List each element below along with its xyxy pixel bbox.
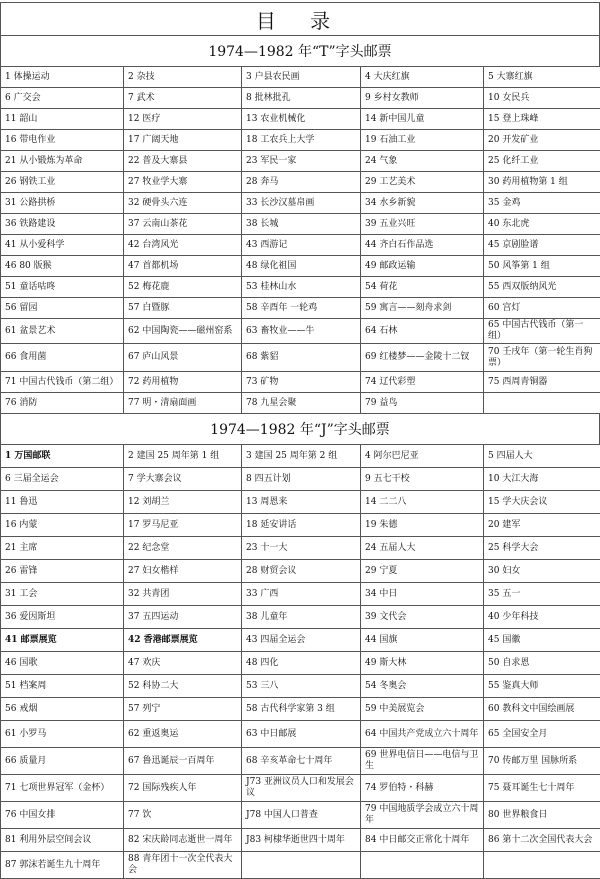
stamp-entry: 46 国歌 xyxy=(1,652,124,675)
table-row xyxy=(1,748,600,775)
stamp-entry: 20 建军 xyxy=(484,514,600,537)
stamp-entry: 59 中美展览会 xyxy=(361,698,484,721)
stamp-entry: 12 医疗 xyxy=(124,109,242,130)
stamp-entry: 81 利用外层空间会议 xyxy=(1,829,124,852)
stamp-entry: 55 鉴真大师 xyxy=(484,675,600,698)
stamp-entry: 87 郭沫若诞生九十周年 xyxy=(1,852,124,879)
stamp-entry xyxy=(484,852,600,879)
stamp-entry: 48 绿化祖国 xyxy=(242,256,361,277)
stamp-entry: 5 四届人大 xyxy=(484,445,600,468)
stamp-entry: 70 壬戌年（第一轮生肖狗票） xyxy=(484,344,600,372)
stamp-entry: 63 畜牧业——牛 xyxy=(242,319,361,344)
stamp-entry: 30 妇女 xyxy=(484,560,600,583)
stamp-entry: 49 邮政运输 xyxy=(361,256,484,277)
stamp-entry xyxy=(242,852,361,879)
stamp-entry: 27 妇女楷样 xyxy=(124,560,242,583)
stamp-entry: 77 明・清扇面画 xyxy=(124,393,242,414)
table-row xyxy=(1,852,600,879)
table-row xyxy=(1,88,600,109)
catalog-table-j-stamps xyxy=(0,444,600,879)
stamp-entry: 22 普及大寨县 xyxy=(124,151,242,172)
stamp-entry: 1 万国邮联 xyxy=(1,445,124,468)
stamp-entry: 9 乡村女教师 xyxy=(361,88,484,109)
stamp-entry: 66 食用菌 xyxy=(1,344,124,372)
table-row xyxy=(1,629,600,652)
stamp-entry: 17 罗马尼亚 xyxy=(124,514,242,537)
stamp-entry: 48 四化 xyxy=(242,652,361,675)
table-row xyxy=(1,560,600,583)
stamp-entry: 65 全国安全月 xyxy=(484,721,600,748)
stamp-entry: 71 中国古代钱币（第二组） xyxy=(1,372,124,393)
stamp-entry: 46 80 版猴 xyxy=(1,256,124,277)
stamp-entry: 39 文代会 xyxy=(361,606,484,629)
stamp-entry: 18 延安讲话 xyxy=(242,514,361,537)
table-row xyxy=(1,319,600,344)
stamp-entry: 47 欢庆 xyxy=(124,652,242,675)
stamp-entry: 69 红楼梦——金陵十二钗 xyxy=(361,344,484,372)
stamp-entry: 14 二二八 xyxy=(361,491,484,514)
stamp-entry: 50 风筝第 1 组 xyxy=(484,256,600,277)
stamp-entry: 57 列宁 xyxy=(124,698,242,721)
stamp-entry: 2 杂技 xyxy=(124,67,242,88)
stamp-entry: 76 中国女排 xyxy=(1,802,124,829)
stamp-entry: 32 硬骨头六连 xyxy=(124,193,242,214)
stamp-entry: 23 十一大 xyxy=(242,537,361,560)
stamp-entry: 50 自求恩 xyxy=(484,652,600,675)
stamp-entry: 10 大江大海 xyxy=(484,468,600,491)
stamp-entry: 23 军民一家 xyxy=(242,151,361,172)
table-row xyxy=(1,130,600,151)
page-title: 目 录 xyxy=(0,2,600,36)
stamp-entry: 7 武术 xyxy=(124,88,242,109)
stamp-entry: 72 药用植物 xyxy=(124,372,242,393)
stamp-entry: 65 中国古代钱币（第一组） xyxy=(484,319,600,344)
stamp-entry: 32 共青团 xyxy=(124,583,242,606)
stamp-entry: 84 中日邮交正常化十周年 xyxy=(361,829,484,852)
stamp-entry: J78 中国人口普查 xyxy=(242,802,361,829)
table-row xyxy=(1,151,600,172)
stamp-entry: 17 广阔天地 xyxy=(124,130,242,151)
stamp-entry: 77 饮 xyxy=(124,802,242,829)
stamp-entry: 34 水乡新貌 xyxy=(361,193,484,214)
table-row xyxy=(1,214,600,235)
stamp-entry: 3 户县农民画 xyxy=(242,67,361,88)
table-row xyxy=(1,537,600,560)
stamp-entry: 68 辛亥革命七十周年 xyxy=(242,748,361,775)
stamp-entry: 39 五业兴旺 xyxy=(361,214,484,235)
stamp-entry: 16 带电作业 xyxy=(1,130,124,151)
stamp-entry: 2 建国 25 周年第 1 组 xyxy=(124,445,242,468)
stamp-entry: 58 辛酉年 一轮鸡 xyxy=(242,298,361,319)
stamp-entry: 18 工农兵上大学 xyxy=(242,130,361,151)
stamp-entry: 5 大寨红旗 xyxy=(484,67,600,88)
stamp-entry: 45 京剧脸谱 xyxy=(484,235,600,256)
table-row xyxy=(1,393,600,414)
stamp-entry: 28 财贸会议 xyxy=(242,560,361,583)
table-row xyxy=(1,829,600,852)
stamp-entry: 74 罗伯特・科赫 xyxy=(361,775,484,802)
stamp-entry: 27 牧业学大寨 xyxy=(124,172,242,193)
stamp-entry: 64 石林 xyxy=(361,319,484,344)
stamp-entry: 55 西双版纳风光 xyxy=(484,277,600,298)
stamp-entry: 7 学大寨会议 xyxy=(124,468,242,491)
stamp-entry: 73 矿物 xyxy=(242,372,361,393)
stamp-entry: 88 青年团十一次全代表大会 xyxy=(124,852,242,879)
stamp-entry: 54 冬奥会 xyxy=(361,675,484,698)
stamp-entry: 79 中国地质学会成立六十周年 xyxy=(361,802,484,829)
table-row xyxy=(1,775,600,802)
stamp-entry: 68 紫貂 xyxy=(242,344,361,372)
stamp-entry: 21 从小锻炼为革命 xyxy=(1,151,124,172)
table-row xyxy=(1,372,600,393)
stamp-entry: 63 中日邮展 xyxy=(242,721,361,748)
stamp-entry: 4 大庆红旗 xyxy=(361,67,484,88)
stamp-entry: 43 四届全运会 xyxy=(242,629,361,652)
stamp-entry: 51 童话咕咚 xyxy=(1,277,124,298)
table-row xyxy=(1,675,600,698)
stamp-entry: 19 石油工业 xyxy=(361,130,484,151)
stamp-entry: 58 古代科学家第 3 组 xyxy=(242,698,361,721)
stamp-entry: 14 新中国儿童 xyxy=(361,109,484,130)
stamp-entry: 33 广西 xyxy=(242,583,361,606)
stamp-entry: 82 宋庆龄同志逝世一周年 xyxy=(124,829,242,852)
stamp-entry: 3 建国 25 周年第 2 组 xyxy=(242,445,361,468)
stamp-entry: 44 齐白石作品选 xyxy=(361,235,484,256)
stamp-entry: 1 体操运动 xyxy=(1,67,124,88)
stamp-entry: 31 工会 xyxy=(1,583,124,606)
stamp-entry: 37 五四运动 xyxy=(124,606,242,629)
stamp-entry: 70 传邮万里 国脉所系 xyxy=(484,748,600,775)
catalog-table-t-stamps xyxy=(0,66,600,414)
stamp-entry: 20 开发矿业 xyxy=(484,130,600,151)
stamp-entry: 41 从小爱科学 xyxy=(1,235,124,256)
stamp-entry: 37 云南山茶花 xyxy=(124,214,242,235)
stamp-entry: 42 香港邮票展览 xyxy=(124,629,242,652)
stamp-entry: J83 柯棣华逝世四十周年 xyxy=(242,829,361,852)
stamp-entry: 53 三八 xyxy=(242,675,361,698)
stamp-entry: 8 批林批孔 xyxy=(242,88,361,109)
stamp-entry: 16 内蒙 xyxy=(1,514,124,537)
stamp-entry: 72 国际残疾人年 xyxy=(124,775,242,802)
stamp-entry: 24 五届人大 xyxy=(361,537,484,560)
stamp-entry: 22 纪念堂 xyxy=(124,537,242,560)
stamp-entry: 13 周恩来 xyxy=(242,491,361,514)
stamp-entry: 36 爱因斯坦 xyxy=(1,606,124,629)
table-row xyxy=(1,67,600,88)
stamp-entry: 10 女民兵 xyxy=(484,88,600,109)
stamp-entry: 74 辽代彩塑 xyxy=(361,372,484,393)
stamp-entry: 34 中日 xyxy=(361,583,484,606)
stamp-entry: 64 中国共产党成立六十周年 xyxy=(361,721,484,748)
stamp-entry: 4 阿尔巴尼亚 xyxy=(361,445,484,468)
stamp-entry: 35 五一 xyxy=(484,583,600,606)
stamp-entry: 6 广交会 xyxy=(1,88,124,109)
stamp-entry: 78 九星会聚 xyxy=(242,393,361,414)
stamp-entry: 13 农业机械化 xyxy=(242,109,361,130)
table-row xyxy=(1,802,600,829)
stamp-entry: 40 东北虎 xyxy=(484,214,600,235)
stamp-entry: 31 公路拱桥 xyxy=(1,193,124,214)
stamp-entry: 40 少年科技 xyxy=(484,606,600,629)
stamp-entry: 56 留园 xyxy=(1,298,124,319)
stamp-entry: 11 韶山 xyxy=(1,109,124,130)
stamp-entry: 61 盆景艺术 xyxy=(1,319,124,344)
stamp-entry: 67 鲁迅诞辰一百周年 xyxy=(124,748,242,775)
stamp-entry: 79 益鸟 xyxy=(361,393,484,414)
stamp-entry: 51 档案周 xyxy=(1,675,124,698)
stamp-entry: 60 宫灯 xyxy=(484,298,600,319)
table-row xyxy=(1,256,600,277)
stamp-entry: 47 首都机场 xyxy=(124,256,242,277)
table-row xyxy=(1,298,600,319)
stamp-entry: 38 儿童年 xyxy=(242,606,361,629)
section-title-t-stamps: 1974—1982 年“T”字头邮票 xyxy=(0,36,600,66)
table-row xyxy=(1,172,600,193)
stamp-entry: 38 长城 xyxy=(242,214,361,235)
stamp-entry: 69 世界电信日——电信与卫生 xyxy=(361,748,484,775)
stamp-entry xyxy=(361,852,484,879)
stamp-entry: 62 中国陶瓷——磁州窑系 xyxy=(124,319,242,344)
stamp-entry: 21 主席 xyxy=(1,537,124,560)
table-row xyxy=(1,491,600,514)
stamp-entry: 57 白暨豚 xyxy=(124,298,242,319)
section-title-j-stamps: 1974—1982 年“J”字头邮票 xyxy=(0,414,600,444)
stamp-entry: 9 五七干校 xyxy=(361,468,484,491)
stamp-entry: 52 梅花鹿 xyxy=(124,277,242,298)
stamp-entry: 42 台湾风光 xyxy=(124,235,242,256)
stamp-entry: J73 亚洲议员人口和发展会议 xyxy=(242,775,361,802)
stamp-entry: 80 世界粮食日 xyxy=(484,802,600,829)
table-row xyxy=(1,606,600,629)
stamp-entry: 8 四五计划 xyxy=(242,468,361,491)
stamp-entry: 56 戒烟 xyxy=(1,698,124,721)
table-row xyxy=(1,235,600,256)
stamp-entry: 62 重返奥运 xyxy=(124,721,242,748)
stamp-entry: 52 科协二大 xyxy=(124,675,242,698)
table-row xyxy=(1,698,600,721)
stamp-entry: 43 西游记 xyxy=(242,235,361,256)
stamp-entry: 53 桂林山水 xyxy=(242,277,361,298)
stamp-entry: 76 消防 xyxy=(1,393,124,414)
stamp-entry: 6 三届全运会 xyxy=(1,468,124,491)
table-row xyxy=(1,468,600,491)
table-row xyxy=(1,445,600,468)
stamp-entry: 49 斯大林 xyxy=(361,652,484,675)
table-row xyxy=(1,514,600,537)
table-row xyxy=(1,583,600,606)
stamp-entry: 24 气象 xyxy=(361,151,484,172)
stamp-entry: 67 庐山风景 xyxy=(124,344,242,372)
stamp-entry: 75 聂耳诞生七十周年 xyxy=(484,775,600,802)
stamp-entry: 66 质量月 xyxy=(1,748,124,775)
stamp-entry: 12 刘胡兰 xyxy=(124,491,242,514)
table-row xyxy=(1,652,600,675)
stamp-entry: 30 药用植物第 1 组 xyxy=(484,172,600,193)
stamp-entry: 71 七项世界冠军（金杯） xyxy=(1,775,124,802)
stamp-entry: 45 国徽 xyxy=(484,629,600,652)
stamp-entry: 19 朱德 xyxy=(361,514,484,537)
stamp-entry: 25 科学大会 xyxy=(484,537,600,560)
stamp-entry: 41 邮票展览 xyxy=(1,629,124,652)
table-row xyxy=(1,344,600,372)
stamp-entry xyxy=(484,393,600,414)
stamp-entry: 35 金鸡 xyxy=(484,193,600,214)
stamp-entry: 15 登上珠峰 xyxy=(484,109,600,130)
stamp-entry: 15 学大庆会议 xyxy=(484,491,600,514)
stamp-entry: 11 鲁迅 xyxy=(1,491,124,514)
stamp-entry: 33 长沙汉墓帛画 xyxy=(242,193,361,214)
stamp-entry: 86 第十二次全国代表大会 xyxy=(484,829,600,852)
stamp-entry: 61 小罗马 xyxy=(1,721,124,748)
stamp-entry: 60 教科文中国绘画展 xyxy=(484,698,600,721)
stamp-entry: 44 国旗 xyxy=(361,629,484,652)
stamp-entry: 26 雷锋 xyxy=(1,560,124,583)
stamp-entry: 29 宁夏 xyxy=(361,560,484,583)
stamp-entry: 54 荷花 xyxy=(361,277,484,298)
stamp-entry: 75 西周青铜器 xyxy=(484,372,600,393)
table-row xyxy=(1,277,600,298)
stamp-entry: 36 铁路建设 xyxy=(1,214,124,235)
table-row xyxy=(1,109,600,130)
stamp-entry: 29 工艺美术 xyxy=(361,172,484,193)
stamp-entry: 25 化纤工业 xyxy=(484,151,600,172)
stamp-entry: 26 钢铁工业 xyxy=(1,172,124,193)
stamp-entry: 59 寓言——刻舟求剑 xyxy=(361,298,484,319)
stamp-entry: 28 奔马 xyxy=(242,172,361,193)
table-row xyxy=(1,193,600,214)
table-row xyxy=(1,721,600,748)
